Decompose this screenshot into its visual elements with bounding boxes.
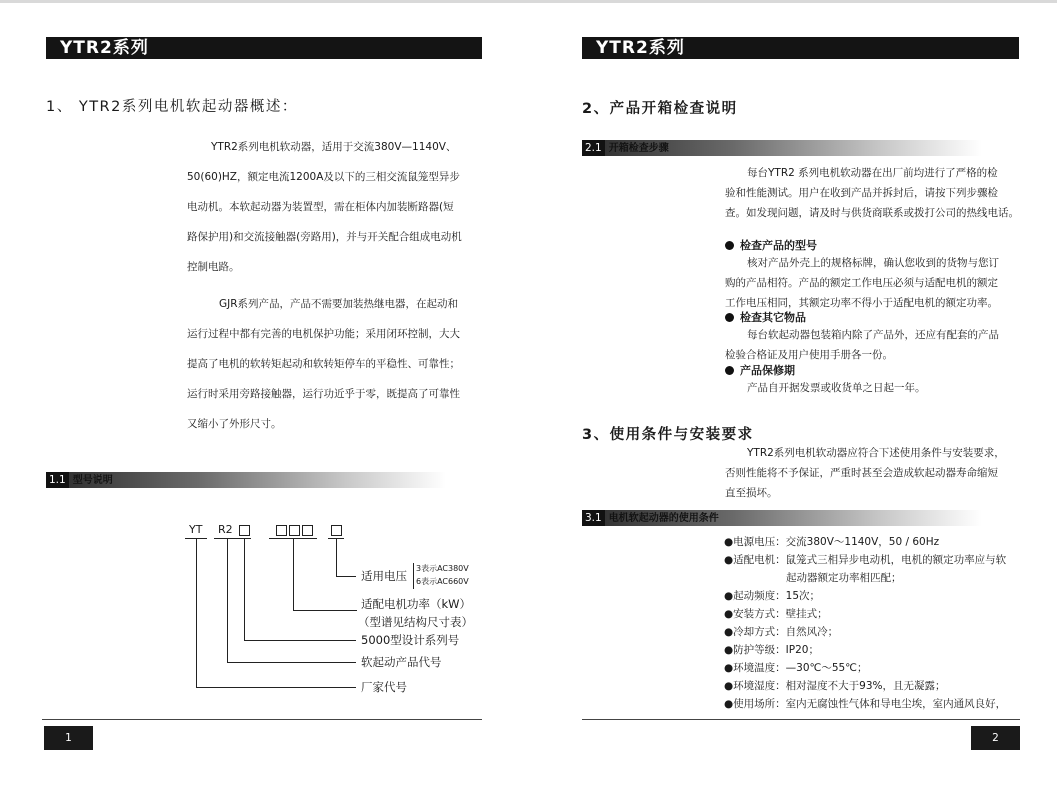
code-box <box>289 525 300 536</box>
check-item-heading <box>725 237 1030 253</box>
page-number: 2 <box>971 726 1020 750</box>
label-design-series: 5000型设计系列号 <box>361 633 460 647</box>
check-item <box>725 362 1030 398</box>
left-page <box>0 0 528 787</box>
code-r2: R2 <box>218 523 233 536</box>
label-voltage: 适用电压 <box>361 569 407 583</box>
right-page <box>528 0 1057 787</box>
section-heading: 2、产品开箱检查说明 <box>582 101 738 117</box>
text-line: 又缩小了外形尺寸。 <box>187 418 282 430</box>
check-item-title: 检查产品的型号 <box>740 239 817 252</box>
bullet-icon <box>725 241 734 250</box>
leader-line <box>196 687 356 688</box>
check-item-title: 检查其它物品 <box>740 311 806 324</box>
label-product-code: 软起动产品代号 <box>361 655 442 669</box>
text-line: 否则性能将不予保证，严重时甚至会造成软起动器寿命缩短 <box>725 467 998 479</box>
list-item: ●环境温度：—30℃～55℃； <box>724 662 868 674</box>
text-line: 购的产品相符。产品的额定工作电压必须与适配电机的额定 <box>725 277 998 289</box>
leader-line <box>293 538 294 610</box>
subsection-number: 2.1 <box>582 140 605 156</box>
subsection-bar-2-1 <box>582 140 982 156</box>
usage-conditions-list <box>724 533 1034 713</box>
list-item: ●防护等级：IP20； <box>724 644 819 656</box>
list-item: ●环境湿度：相对湿度不大于93%，且无凝露； <box>724 680 946 692</box>
text-line: 运行过程中都有完善的电机保护功能；采用闭环控制，大大 <box>187 328 460 340</box>
text-line: 核对产品外壳上的规格标牌，确认您收到的货物与您订 <box>747 257 999 269</box>
text-line: 产品自开据发票或收货单之日起一年。 <box>747 382 926 394</box>
subsection-number: 1.1 <box>46 472 69 488</box>
leader-line <box>336 576 356 577</box>
text-line: 控制电路。 <box>187 261 240 273</box>
list-item: ●安装方式：壁挂式； <box>724 608 828 620</box>
leader-line <box>227 538 228 662</box>
text-line: 路保护用)和交流接触器(旁路用)，并与开关配合组成电动机 <box>187 231 462 243</box>
label-maker-code: 厂家代号 <box>361 680 407 694</box>
list-item: ●起动频度：15次； <box>724 590 821 602</box>
check-intro-paragraph <box>725 163 1025 223</box>
series-title-bar: YTR2系列 <box>46 37 482 59</box>
code-box <box>331 525 342 536</box>
text-line: 直至损坏。 <box>725 487 778 499</box>
bracket-line <box>413 563 414 589</box>
label-power: 适配电机功率（kW） <box>361 597 472 611</box>
label-voltage-option: 3表示AC380V <box>416 564 469 573</box>
leader-line <box>244 640 356 641</box>
code-box <box>302 525 313 536</box>
leader-line <box>244 538 245 640</box>
text-line: 提高了电机的软转矩起动和软转矩停车的平稳性、可靠性； <box>187 358 460 370</box>
model-code-diagram <box>0 0 528 787</box>
code-underline <box>214 538 251 539</box>
leader-line <box>196 538 197 687</box>
footer-line <box>42 719 482 720</box>
check-item-heading <box>725 309 1030 325</box>
list-item-continuation: 起动器额定功率相匹配； <box>786 572 902 584</box>
text-line: 查。如发现问题，请及时与供货商联系或拨打公司的热线电话。 <box>725 207 1019 219</box>
subsection-title: 型号说明 <box>72 475 113 486</box>
leader-line <box>293 610 357 611</box>
text-line: YTR2系列电机软动器应符合下述使用条件与安装要求， <box>747 447 1005 459</box>
list-item: ●适配电机：鼠笼式三相异步电动机，电机的额定功率应与软 <box>724 554 1007 566</box>
text-line: 工作电压相同，其额定功率不得小于适配电机的额定功率。 <box>725 297 998 309</box>
text-line: 每台YTR2 系列电机软动器在出厂前均进行了严格的检 <box>747 167 998 179</box>
series-title-bar: YTR2系列 <box>582 37 1019 59</box>
page-number: 1 <box>44 726 93 750</box>
text-line: GJR系列产品，产品不需要加装热继电器，在起动和 <box>219 298 459 310</box>
text-line: 检验合格证及用户使用手册各一份。 <box>725 349 893 361</box>
bullet-icon <box>725 366 734 375</box>
check-item <box>725 237 1030 313</box>
list-item: ●冷却方式：自然风冷； <box>724 626 839 638</box>
code-box <box>276 525 287 536</box>
list-item: ●使用场所：室内无腐蚀性气体和导电尘埃，室内通风良好， <box>724 698 1007 710</box>
leader-line <box>227 662 356 663</box>
subsection-title: 开箱检查步骤 <box>608 143 669 154</box>
label-power-note: （型谱见结构尺寸表） <box>358 615 473 629</box>
conditions-intro-paragraph <box>725 443 1030 503</box>
code-yt: YT <box>189 523 203 536</box>
subsection-number: 3.1 <box>582 510 605 526</box>
label-voltage-option: 6表示AC660V <box>416 577 469 586</box>
list-item: ●电源电压：交流380V～1140V，50 / 60Hz <box>724 536 940 548</box>
text-line: 运行时采用旁路接触器，运行功近乎于零，既提高了可靠性 <box>187 388 460 400</box>
code-box <box>239 525 250 536</box>
bullet-icon <box>725 313 734 322</box>
text-line: 验和性能测试。用户在收到产品并拆封后，请按下列步骤检 <box>725 187 998 199</box>
section-heading: 3、使用条件与安装要求 <box>582 427 754 443</box>
text-line: 每台软起动器包装箱内除了产品外，还应有配套的产品 <box>747 329 999 341</box>
check-item-title: 产品保修期 <box>740 364 795 377</box>
text-line: 50(60)HZ，额定电流1200A及以下的三相交流鼠笼型异步 <box>187 171 460 183</box>
leader-line <box>336 538 337 576</box>
text-line: 电动机。本软起动器为装置型，需在柜体内加装断路器(短 <box>187 201 454 213</box>
section-heading: 1、 YTR2系列电机软起动器概述： <box>46 99 298 115</box>
check-item <box>725 309 1030 365</box>
subsection-bar-3-1 <box>582 510 982 526</box>
text-line: YTR2系列电机软动器，适用于交流380V—1140V、 <box>211 141 457 153</box>
subsection-title: 电机软起动器的使用条件 <box>608 513 719 524</box>
check-item-heading <box>725 362 1030 378</box>
footer-line <box>582 719 1020 720</box>
